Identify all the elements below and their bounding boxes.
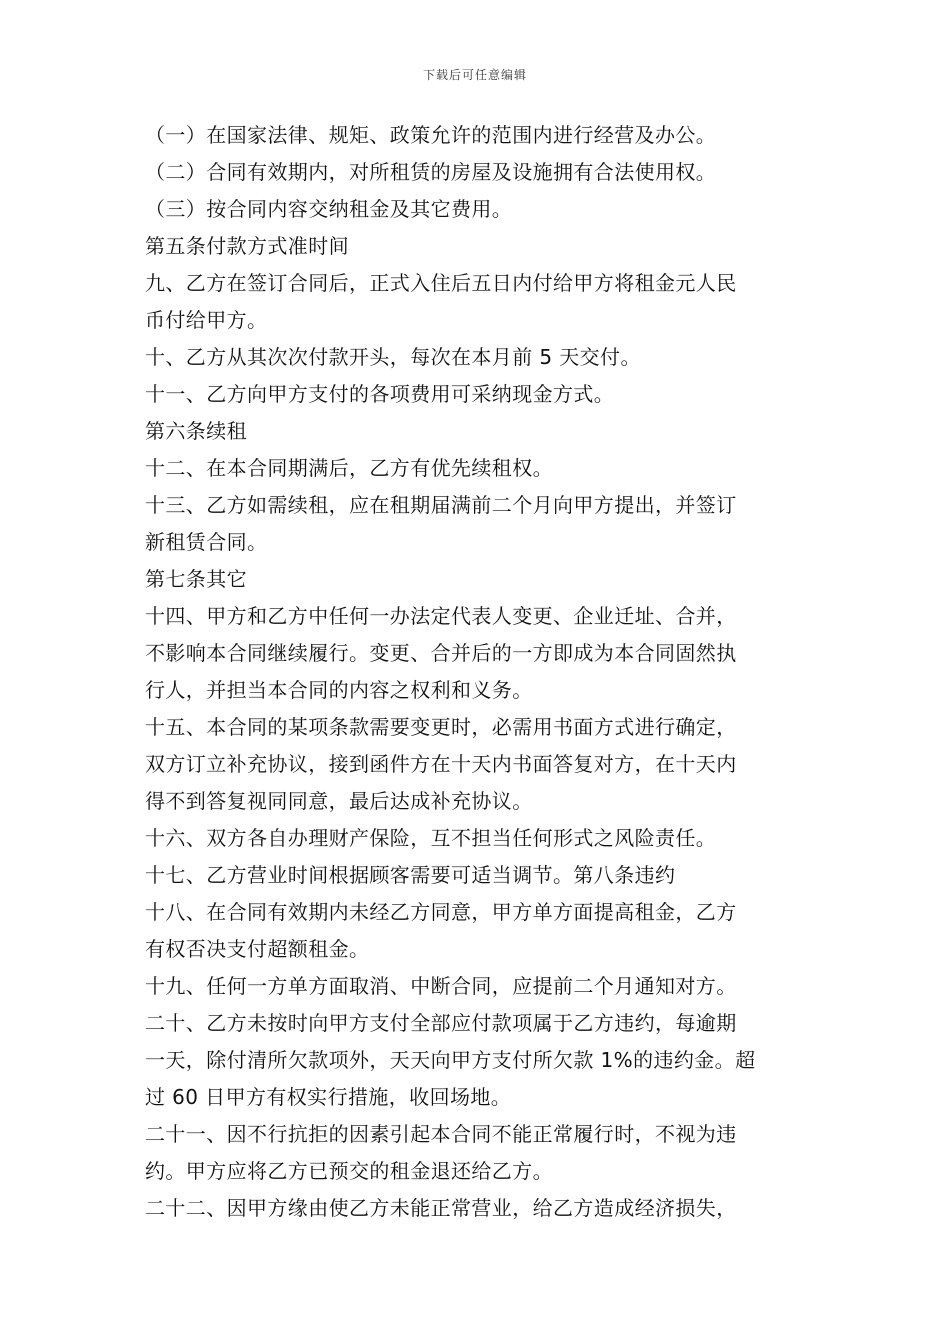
text-line: （二）合同有效期内，对所租赁的房屋及设施拥有合法使用权。 [145, 160, 717, 184]
section-heading: 第六条续租 [145, 419, 247, 443]
text-line: 二十一、因不行抗拒的因素引起本合同不能正常履行时，不视为违 [145, 1122, 737, 1146]
text-line: 一天，除付清所欠款项外，天天向甲方支付所欠款 1%的违约金。超 [145, 1048, 756, 1072]
text-line: 新租赁合同。 [145, 530, 268, 554]
text-line: 不影响本合同继续履行。变更、合并后的一方即成为本合同固然执 [145, 641, 737, 665]
text-line: 十、乙方从其次次付款开头，每次在本月前 5 天交付。 [145, 345, 641, 369]
text-line: 十七、乙方营业时间根据顾客需要可适当调节。第八条违约 [145, 863, 676, 887]
text-line: 十一、乙方向甲方支付的各项费用可采纳现金方式。 [145, 382, 615, 406]
text-line: 有权否决支付超额租金。 [145, 937, 370, 961]
text-line: 双方订立补充协议，接到函件方在十天内书面答复对方，在十天内 [145, 752, 737, 776]
page-header: 下载后可任意编辑 [422, 68, 527, 82]
text-line: 十五、本合同的某项条款需要变更时，必需用书面方式进行确定， [145, 715, 737, 739]
text-line: 十四、甲方和乙方中任何一办法定代表人变更、企业迁址、合并， [145, 604, 737, 628]
text-line: 十二、在本合同期满后，乙方有优先续租权。 [145, 456, 553, 480]
text-line: 十三、乙方如需续租，应在租期届满前二个月向甲方提出，并签订 [145, 493, 737, 517]
text-line: （三）按合同内容交纳租金及其它费用。 [145, 197, 513, 221]
text-line: 十九、任何一方单方面取消、中断合同，应提前二个月通知对方。 [145, 974, 737, 998]
section-heading: 第五条付款方式准时间 [145, 234, 349, 258]
text-line: 十八、在合同有效期内未经乙方同意，甲方单方面提高租金，乙方 [145, 900, 737, 924]
text-line: 九、乙方在签订合同后，正式入住后五日内付给甲方将租金元人民 [145, 271, 737, 295]
text-line: 得不到答复视同同意，最后达成补充协议。 [145, 789, 533, 813]
section-heading: 第七条其它 [145, 567, 247, 591]
text-line: 二十二、因甲方缘由使乙方未能正常营业，给乙方造成经济损失， [145, 1196, 737, 1220]
text-line: （一）在国家法律、规矩、政策允许的范围内进行经营及办公。 [145, 123, 717, 147]
text-line: 币付给甲方。 [145, 308, 268, 332]
text-line: 约。甲方应将乙方已预交的租金退还给乙方。 [145, 1159, 553, 1183]
document-body [145, 117, 810, 1227]
text-line: 行人，并担当本合同的内容之权利和义务。 [145, 678, 533, 702]
text-line: 二十、乙方未按时向甲方支付全部应付款项属于乙方违约，每逾期 [145, 1011, 737, 1035]
text-line: 十六、双方各自办理财产保险，互不担当任何形式之风险责任。 [145, 826, 717, 850]
text-line: 过 60 日甲方有权实行措施，收回场地。 [145, 1085, 512, 1109]
